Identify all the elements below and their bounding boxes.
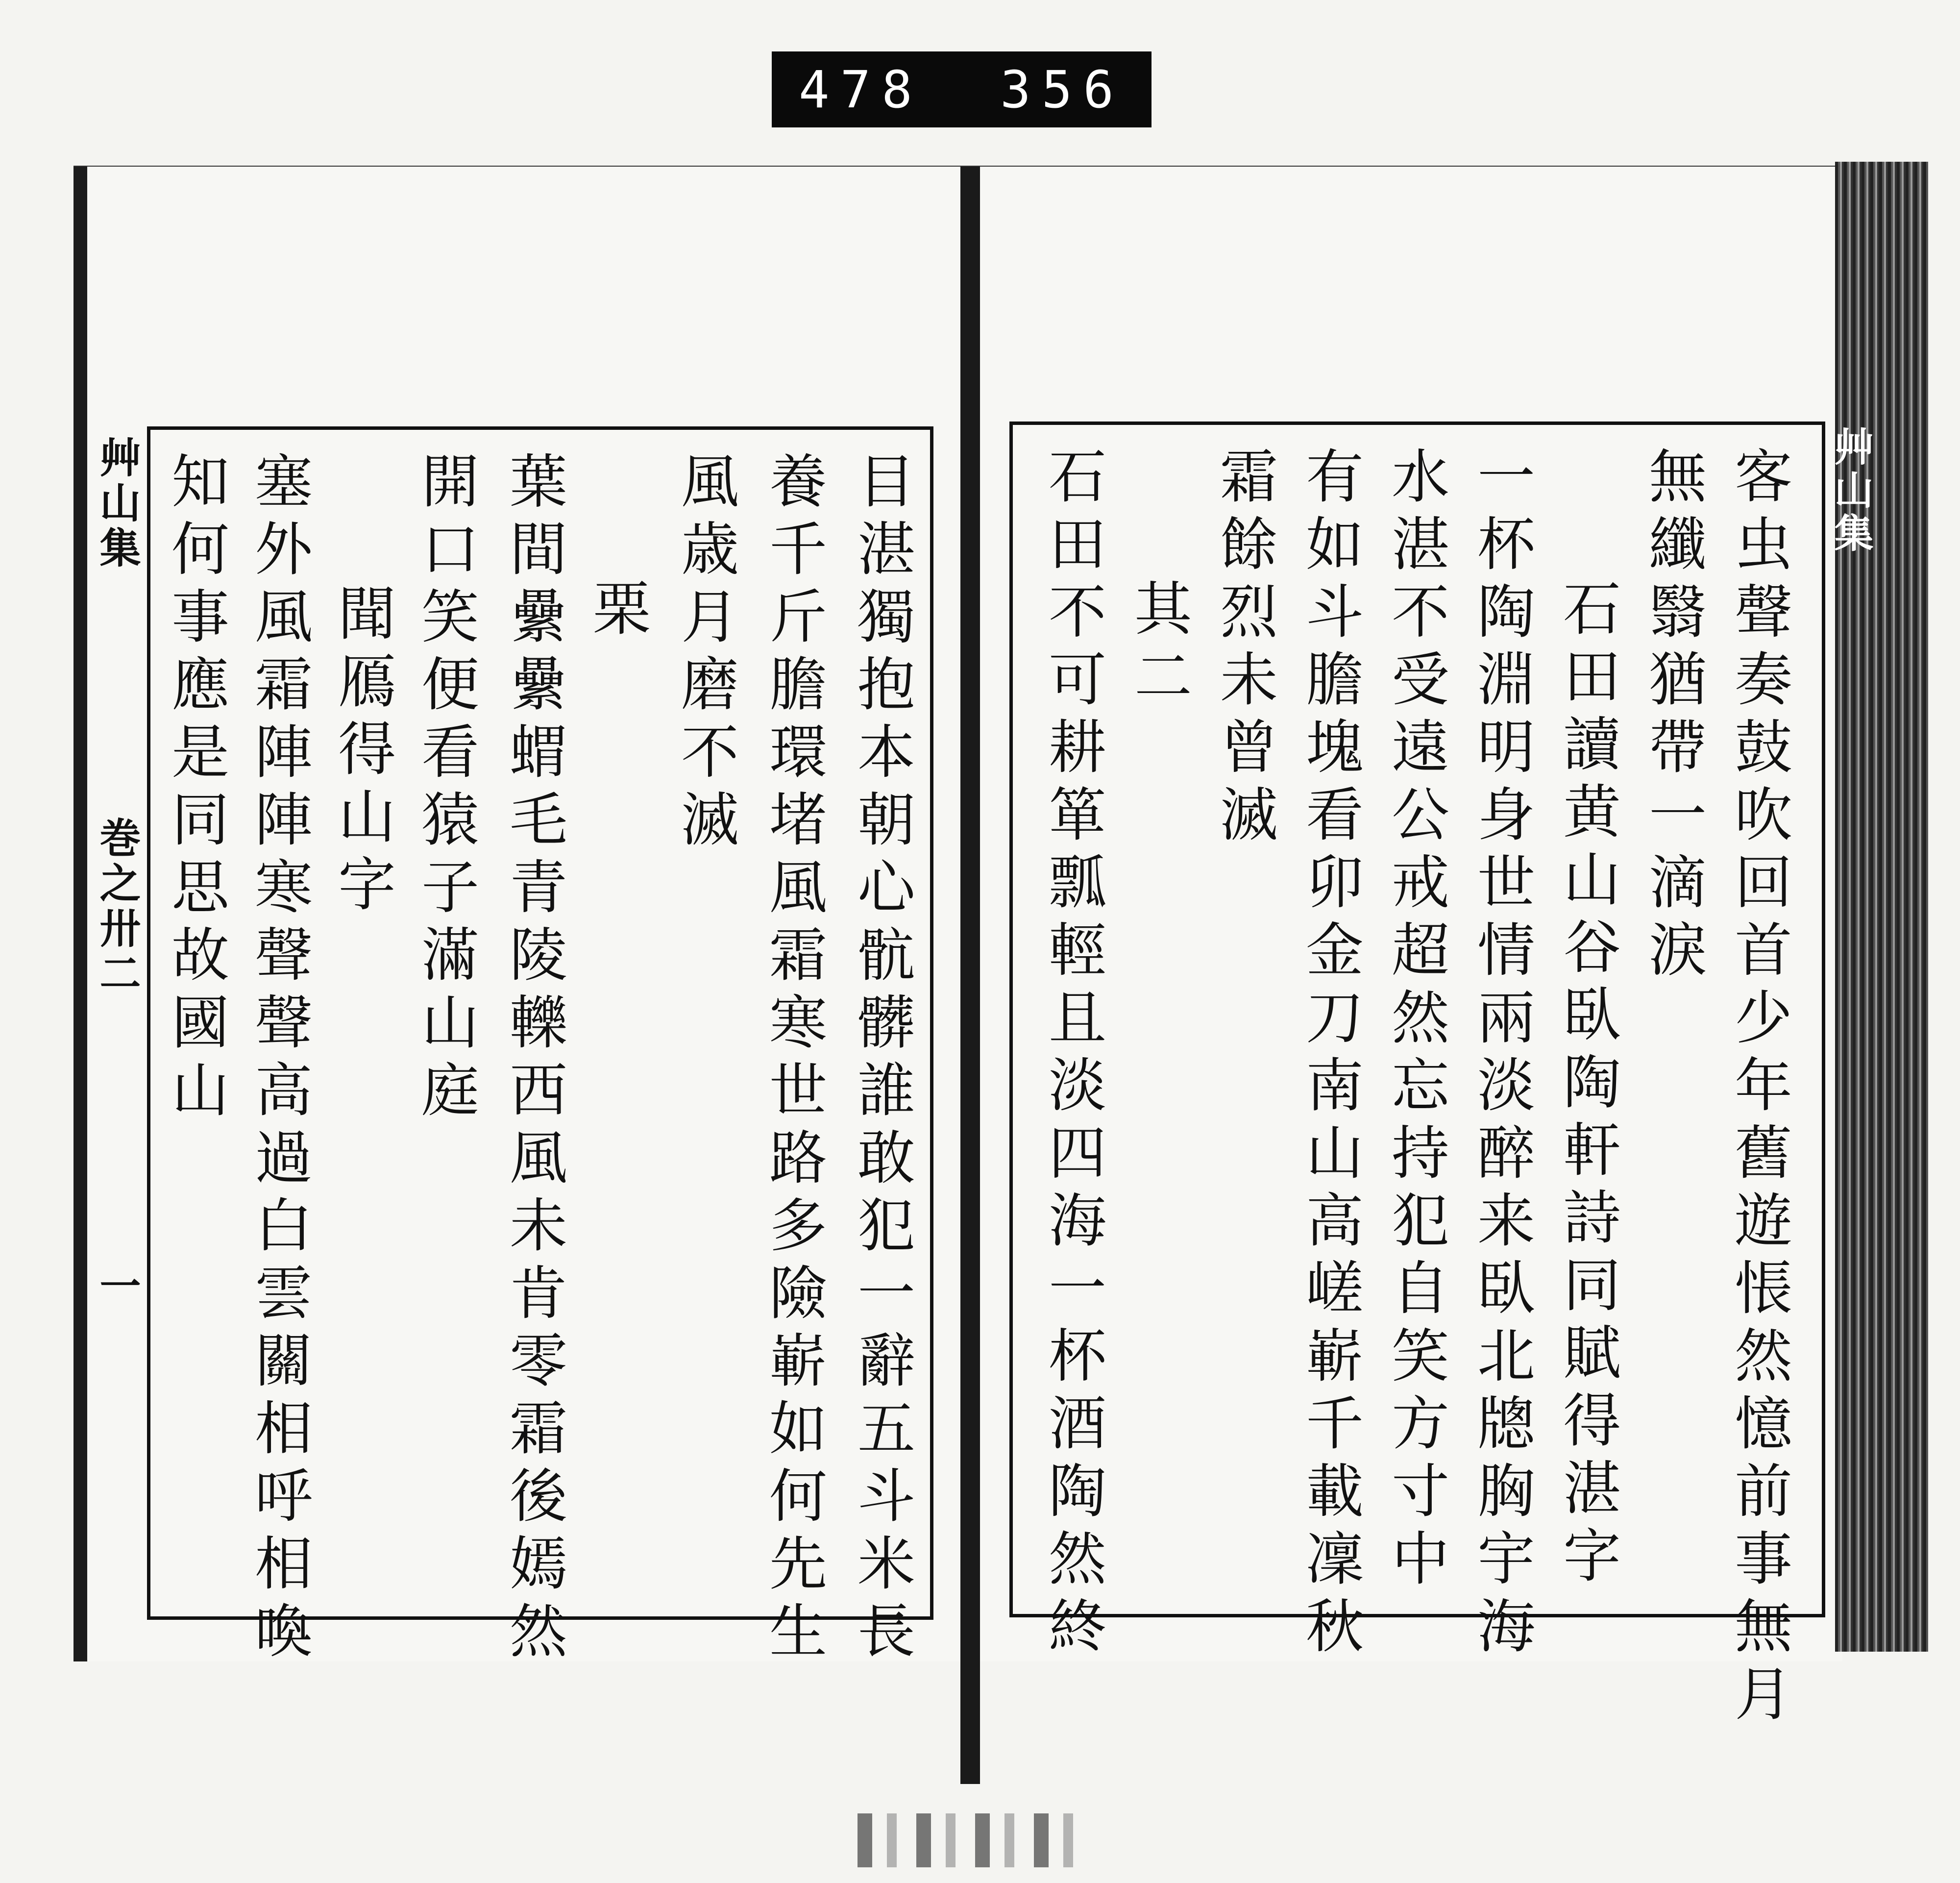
- left-col-8: 塞外風霜陣陣寒聲聲高過白雲關相呼相喚: [245, 451, 313, 1668]
- left-col-2: 養千斤膽環堵風霜寒世路多險嶄如何先生: [760, 451, 827, 1668]
- left-col-3: 風歳月磨不滅: [671, 451, 739, 857]
- catalog-label: [772, 51, 1152, 127]
- right-col-3: 石田讀黄山谷臥陶軒詩同賦得湛字: [1553, 578, 1621, 1593]
- page-edge-right: [1835, 162, 1928, 1652]
- left-col-6: 開口笑便看猿子滿山庭: [412, 451, 479, 1127]
- right-spine-title: 艸山集: [1828, 426, 1874, 556]
- left-spine-title: [93, 436, 147, 997]
- left-spine-folio: 一: [93, 1264, 142, 1306]
- label-number-right: 356: [1000, 59, 1125, 120]
- left-spine-title-text: 艸山集: [93, 436, 142, 571]
- left-spine-volume: 巻之卅二: [93, 817, 142, 997]
- right-col-6: 有如斗膽塊看卯金刀南山高嵯嶄千載凜秋: [1296, 446, 1364, 1663]
- book-spine: [960, 167, 980, 1784]
- right-col-5: 水湛不受遠公戒超然忘持犯自笑方寸中: [1382, 446, 1449, 1596]
- label-number-left: 478: [799, 59, 923, 120]
- left-col-1: 目湛獨抱本朝心骯髒誰敢犯一辭五斗米長: [848, 451, 915, 1668]
- left-col-5: 葉間纍纍蝟毛青陵轢西風未肯零霜後嫣然: [500, 451, 567, 1668]
- right-col-4: 一杯陶淵明身世情兩淡醉来臥北牕胸宇海: [1468, 446, 1535, 1663]
- right-col-1: 客虫聲奏鼓吹回首少年舊遊悵然憶前事無月: [1725, 446, 1792, 1731]
- scan-bottom-marks: [858, 1813, 1073, 1867]
- left-col-9: 知何事應是同思故國山: [162, 451, 229, 1127]
- left-col-4: 栗: [583, 578, 651, 646]
- right-col-9: 石田不可耕箪瓢輕且淡四海一杯酒陶然終: [1039, 446, 1106, 1663]
- left-col-7: 聞鴈得山字: [328, 583, 396, 921]
- right-col-8: 其二: [1125, 578, 1192, 714]
- right-col-7: 霜餘烈未曾滅: [1210, 446, 1278, 852]
- right-col-2: 無纖翳猶帶一滴淚: [1639, 446, 1707, 987]
